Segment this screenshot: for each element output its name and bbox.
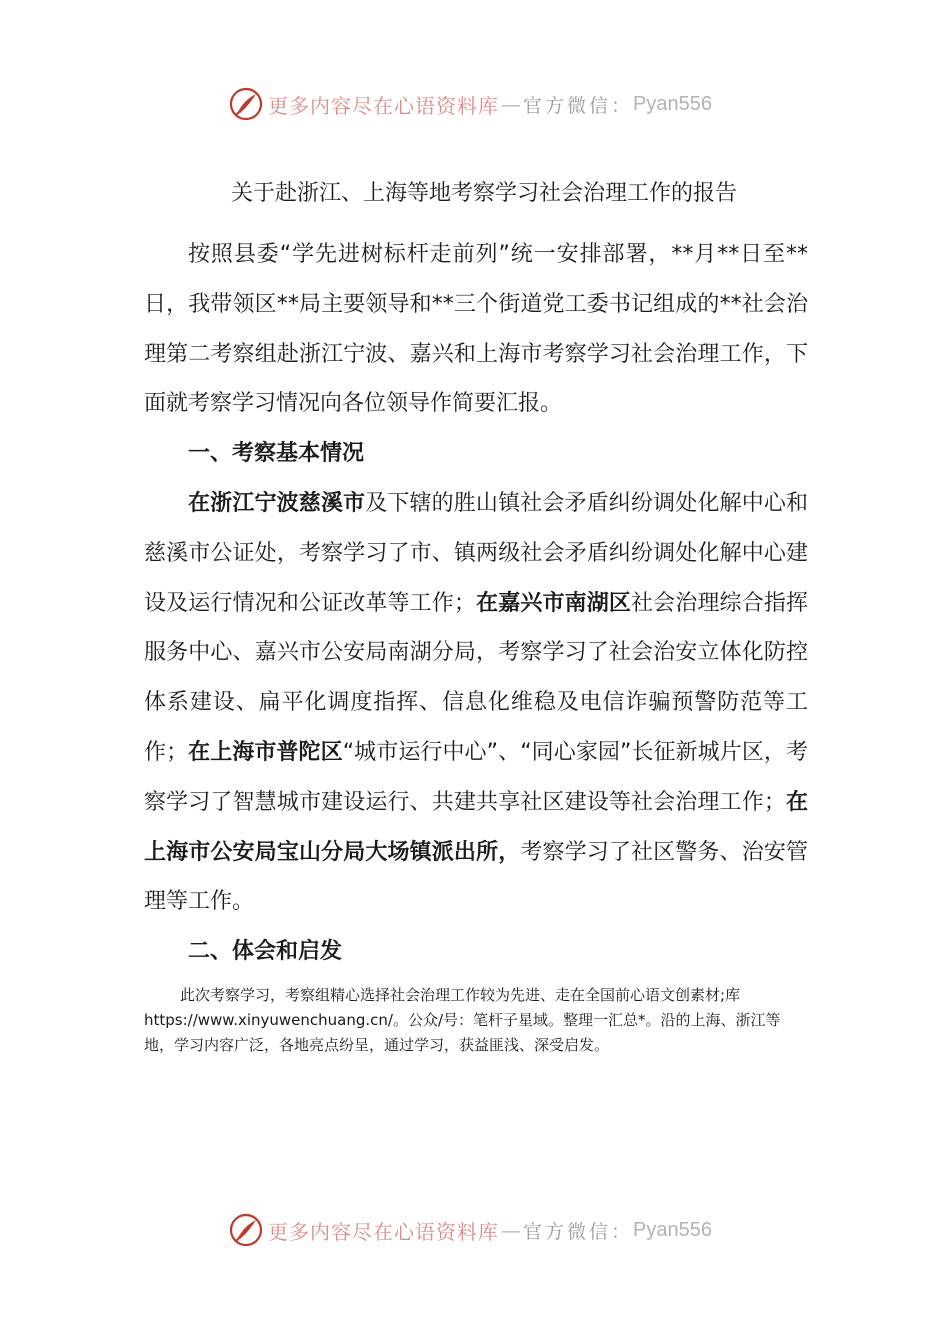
quill-pen-logo-icon: [228, 86, 264, 122]
section1-paragraph: [144, 479, 808, 927]
document-title: 关于赴浙江、上海等地考察学习社会治理工作的报告: [230, 181, 737, 206]
text-putuo: “城市运行中心”、“同心家园”长征新城片区，考察学习了智慧城市建设运行、共建共享社区建设等社会治理工作；: [144, 739, 808, 815]
intro-paragraph: 按照县委“学先进树标杆走前列”统一安排部署，**月**日至**日，我带领区**局主要领导和**三个街道党工委书记组成的**社会治理第二考察组赴浙江宁波、嘉兴和上海市考察学习社会治理工作，下面就考察学习情况向各位领导作简要汇报。: [144, 242, 808, 417]
document-body: [144, 176, 808, 1058]
banner-wechat-label: 官方微信：: [523, 94, 634, 117]
banner-wechat-id: Pyan556: [633, 1218, 712, 1241]
location-baoshan: 在上海市公安局宝山分局大场镇派出所，: [144, 789, 808, 865]
banner-separator: —: [501, 1218, 521, 1242]
text-jiaxing: 社会治理综合指挥服务中心、嘉兴市公安局南湖分局，考察学习了社会治安立体化防控体系建设、扁平化调度指挥、信息化维稳及电信诈骗预警防范等工作；: [144, 590, 808, 765]
banner-wechat-label: 官方微信：: [523, 1220, 634, 1243]
location-jiaxing: 在嘉兴市南湖区: [475, 590, 632, 616]
text-baoshan: 考察学习了社区警务、治安管理等工作。: [144, 839, 808, 915]
banner-wechat-id: Pyan556: [633, 92, 712, 115]
banner-separator: —: [501, 92, 521, 116]
text-ningbo: 及下辖的胜山镇社会矛盾纠纷调处化解中心和慈溪市公证处，考察学习了市、镇两级社会矛盾纠纷调处化解中心建设及运行情况和公证改革等工作；: [144, 490, 808, 616]
footer-watermark-banner: [228, 1208, 748, 1252]
location-ningbo: 在浙江宁波慈溪市: [188, 490, 366, 516]
banner-text: 更多内容尽在心语资料库: [268, 93, 499, 118]
location-putuo: 在上海市普陀区: [188, 739, 343, 765]
section-heading-1: 一、考察基本情况: [188, 441, 365, 467]
banner-text: 更多内容尽在心语资料库: [268, 1219, 499, 1244]
section2-small-paragraph: 此次考察学习，考察组精心选择社会治理工作较为先进、走在全国前心语文创素材;库https://www.xinyuwenchuang.cn/。公众/号：笔杆子星域。整理一汇总*。沿的上海、浙江等地，学习内容广泛，各地亮点纷呈，通过学习，获益匪浅、深受启发。: [144, 985, 781, 1054]
quill-pen-logo-icon: [228, 1212, 264, 1248]
header-watermark-banner: [228, 82, 748, 126]
section-heading-2: 二、体会和启发: [188, 939, 343, 965]
